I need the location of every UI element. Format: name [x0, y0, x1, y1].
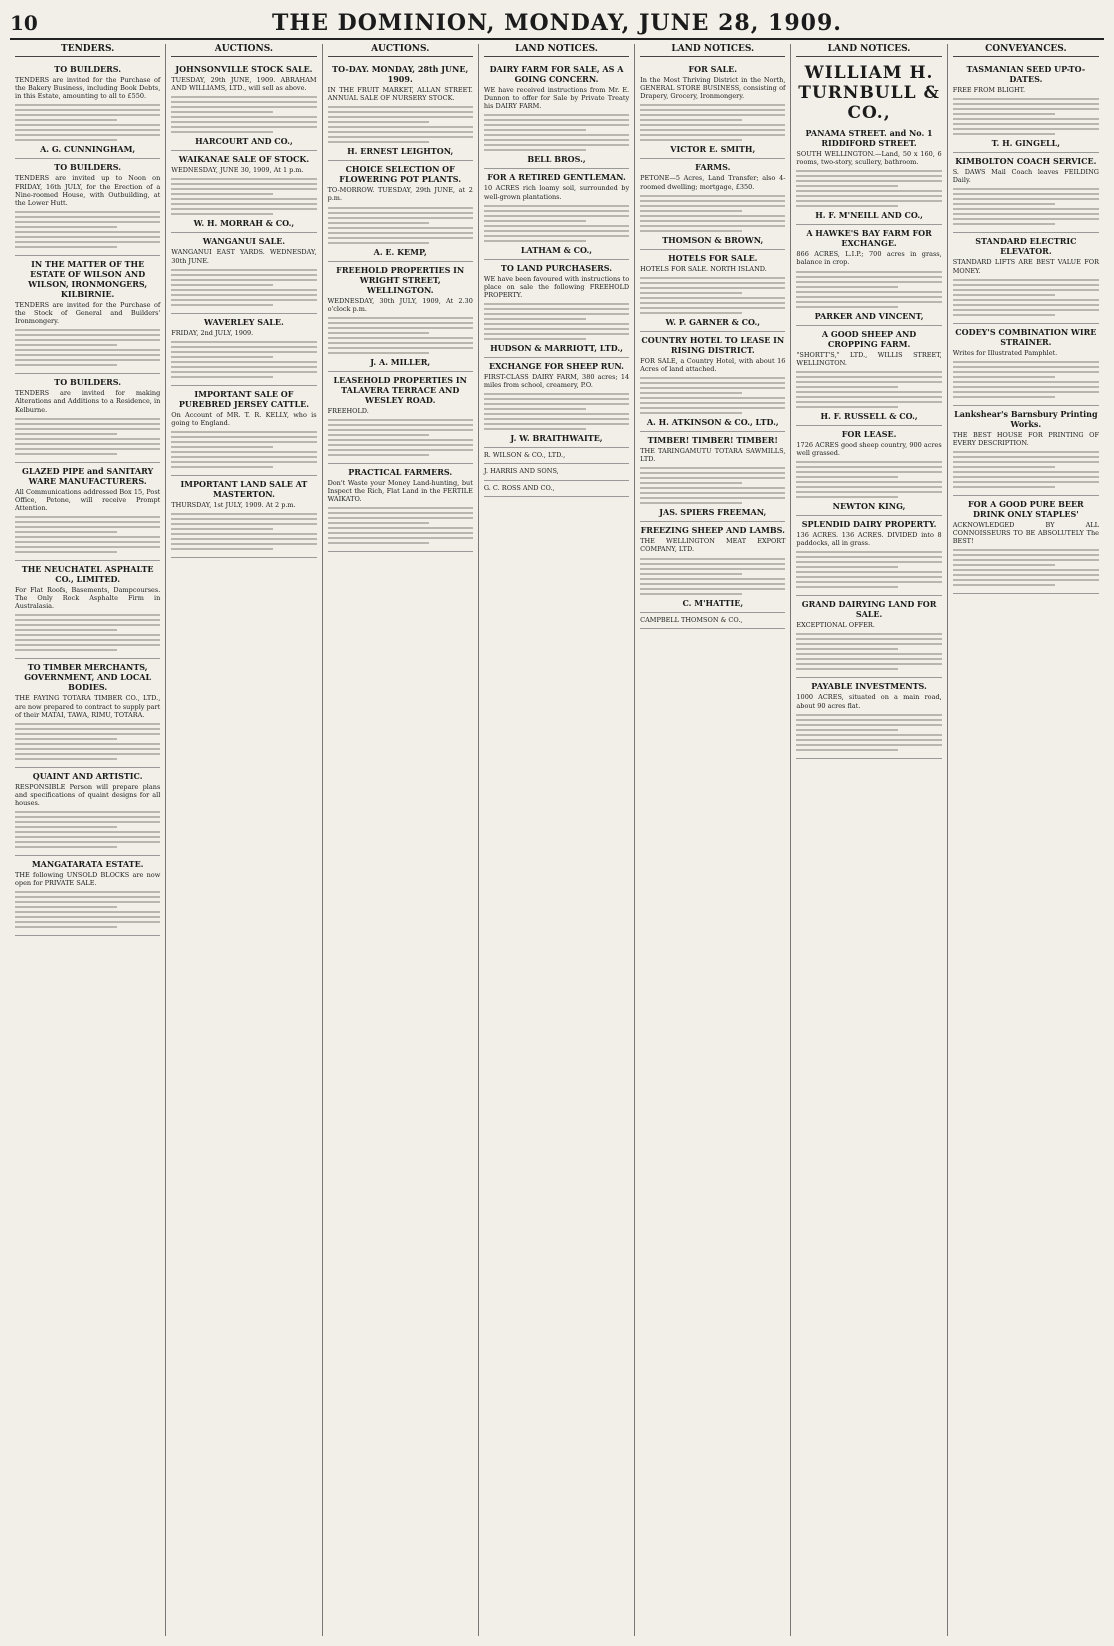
ad-body: FIRST-CLASS DAIRY FARM, 380 acres; 14 miles from school, creamery, P.O. — [483, 373, 630, 390]
text-lines — [15, 418, 160, 455]
text-lines — [640, 104, 785, 141]
ad-body: THE TARINGAMUTU TOTARA SAWMILLS, LTD. — [640, 447, 786, 464]
ad-title: TASMANIAN SEED UP-TO-DATES. — [966, 64, 1086, 84]
ad-signature: NEWTON KING, — [832, 501, 906, 511]
text-lines — [328, 317, 473, 354]
advertisement — [15, 561, 160, 659]
ad-body: FREEHOLD. — [327, 406, 369, 415]
ad-body: PETONE—5 Acres, Land Transfer; also 4-roomed dwelling; mortgage, £350. — [640, 174, 786, 191]
advertisement — [640, 432, 785, 522]
ad-title: Lankshear's Barnsbury Printing Works. — [954, 408, 1098, 429]
ad-signature: R. WILSON & CO., LTD., — [484, 448, 629, 464]
ad-body: On Account of MR. T. R. KELLY, who is going to England. — [171, 410, 317, 427]
advertisement — [15, 256, 160, 374]
ad-title: WAIKANAE SALE OF STOCK. — [178, 154, 310, 165]
text-lines — [484, 205, 629, 242]
ad-signature: LATHAM & CO., — [520, 244, 593, 255]
column — [10, 44, 166, 1636]
advertisement — [171, 476, 316, 558]
ad-signature: G. C. ROSS AND CO., — [484, 481, 629, 497]
text-lines — [796, 633, 941, 670]
advertisement — [15, 374, 160, 462]
ad-signature: J. HARRIS AND SONS, — [484, 464, 629, 480]
text-lines — [328, 207, 473, 244]
ad-body: STANDARD LIFTS ARE BEST VALUE FOR MONEY. — [952, 258, 1099, 275]
ad-title: KIMBOLTON COACH SERVICE. — [955, 156, 1097, 167]
advertisement — [484, 260, 629, 358]
ad-body: 1726 ACRES good sheep country, 900 acres well grassed. — [796, 440, 942, 457]
advertisement — [953, 233, 1099, 323]
advertisement — [15, 159, 160, 256]
ad-body: Don't Waste your Money Land-hunting, but Inspect the Rich, Flat Land in the FERTILE WAIKATO. — [327, 478, 473, 504]
advertisement — [15, 768, 160, 856]
ad-body: THE WELLINGTON MEAT EXPORT COMPANY, LTD. — [640, 537, 786, 554]
ad-signature: J. W. BRAITHWAITE, — [510, 433, 603, 444]
ad-body: TENDERS are invited up to Noon on FRIDAY, 16th JULY, for the Erection of a Nine-roomed House, with Outbuilding, at the Lower Hutt. — [15, 174, 161, 207]
advertisement — [953, 61, 1099, 153]
advertisement — [953, 406, 1099, 496]
ad-signature: A. E. KEMP, — [373, 246, 427, 257]
ad-title: EXCHANGE FOR SHEEP RUN. — [489, 361, 624, 371]
advertisement — [328, 262, 473, 372]
ad-title: DAIRY FARM FOR SALE, AS A GOING CONCERN. — [489, 64, 624, 84]
ad-body: "SHORTT'S," LTD., WILLIS STREET, WELLINGTON. — [796, 350, 942, 367]
text-lines — [796, 170, 941, 207]
ad-title: TO LAND PURCHASERS. — [500, 262, 613, 273]
column — [635, 44, 791, 1636]
text-lines — [171, 431, 316, 468]
ad-body: THE BEST HOUSE FOR PRINTING OF EVERY DESCRIPTION. — [952, 430, 1099, 447]
column-heading: AUCTIONS. — [171, 44, 316, 57]
advertisement — [484, 61, 629, 169]
text-lines — [640, 195, 785, 232]
ad-signature: C. M'HATTIE, — [682, 597, 744, 608]
text-lines — [640, 277, 785, 314]
ad-signature: A. H. ATKINSON & CO., LTD., — [646, 417, 779, 427]
ad-body: 1000 ACRES, situated on a main road, about 90 acres flat. — [796, 693, 942, 710]
advertisement — [796, 596, 941, 678]
ad-signature: H. F. M'NEILL AND CO., — [815, 210, 923, 221]
ad-title: STANDARD ELECTRIC ELEVATOR. — [975, 236, 1077, 257]
ad-body: TUESDAY, 29th JUNE, 1909. ABRAHAM AND WILLIAMS, LTD., will sell as above. — [171, 76, 317, 93]
ad-body: All Communications addressed Box 15, Post Office, Petone, will receive Prompt Attention. — [15, 487, 161, 512]
text-lines — [796, 271, 941, 308]
ad-title: FREEZING SHEEP AND LAMBS. — [640, 525, 785, 536]
ad-title: TO TIMBER MERCHANTS, GOVERNMENT, AND LOCAL BODIES. — [24, 662, 152, 693]
ad-body: In the Most Thriving District in the North, GENERAL STORE BUSINESS, consisting of Drapery, Grocery, Ironmongery. — [640, 76, 786, 101]
ad-title: TO BUILDERS. — [54, 377, 122, 388]
text-lines — [15, 891, 160, 928]
ad-signature: J. A. MILLER, — [370, 356, 431, 367]
advertisement — [171, 233, 316, 313]
text-lines — [953, 98, 1099, 135]
ad-signature: H. F. RUSSELL & CO., — [820, 410, 918, 421]
text-lines — [796, 551, 941, 588]
column-heading: LAND NOTICES. — [640, 44, 785, 57]
text-lines — [953, 279, 1099, 316]
ad-body: FREE FROM BLIGHT. — [952, 86, 1026, 94]
ad-title: A HAWKE'S BAY FARM FOR EXCHANGE. — [806, 228, 932, 249]
text-lines — [328, 507, 473, 544]
text-lines — [171, 269, 316, 306]
ad-title: TO BUILDERS. — [54, 162, 122, 173]
ad-title: IMPORTANT SALE OF PUREBRED JERSEY CATTLE. — [178, 388, 309, 409]
ad-title: QUAINT AND ARTISTIC. — [32, 770, 143, 781]
advertisement — [171, 314, 316, 386]
ad-body: TENDERS are invited for the Purchase of the Stock of General and Builders' Ironmongery. — [15, 300, 161, 326]
advertisement — [953, 324, 1099, 406]
text-lines — [796, 371, 941, 408]
ad-title: SPLENDID DAIRY PROPERTY. — [801, 519, 937, 529]
advertisement — [640, 250, 785, 332]
advertisement — [171, 61, 316, 151]
ad-title: TIMBER! TIMBER! TIMBER! — [647, 435, 778, 445]
ad-title: FOR LEASE. — [841, 428, 897, 439]
text-lines — [640, 558, 785, 595]
text-lines — [15, 516, 160, 553]
advertisement — [171, 151, 316, 233]
ad-body: Writes for Illustrated Pamphlet. — [952, 348, 1058, 357]
ad-title: WAVERLEY SALE. — [204, 316, 284, 327]
column-heading: CONVEYANCES. — [953, 44, 1099, 57]
ad-body: WE have been favoured with instructions to place on sale the following FREEHOLD PROPERTY. — [483, 274, 630, 299]
text-lines — [171, 513, 316, 550]
ad-signature: HARCOURT AND CO., — [195, 136, 293, 147]
advertisement — [328, 161, 473, 261]
advertisement — [953, 153, 1099, 233]
text-lines — [953, 361, 1099, 398]
ad-title: COUNTRY HOTEL TO LEASE IN RISING DISTRICT. — [641, 334, 785, 355]
text-lines — [15, 104, 160, 141]
text-lines — [796, 461, 941, 498]
text-lines — [15, 811, 160, 848]
text-lines — [171, 96, 316, 133]
ad-body: SOUTH WELLINGTON.—Land, 50 x 160, 6 rooms, two-story, scullery, bathroom. — [796, 150, 942, 167]
ad-title: JOHNSONVILLE STOCK SALE. — [175, 64, 313, 74]
advertisement — [171, 386, 316, 476]
advertisement — [796, 516, 941, 596]
column-heading: TENDERS. — [15, 44, 160, 57]
advertisement — [640, 522, 785, 612]
ad-body: WE have received instructions from Mr. E. Dunnon to offer for Sale by Private Treaty his DAIRY FARM. — [483, 86, 630, 111]
ad-title: THE NEUCHATEL ASPHALTE CO., LIMITED. — [21, 564, 154, 584]
ad-body: FRIDAY, 2nd JULY, 1909. — [171, 328, 254, 337]
text-lines — [484, 114, 629, 151]
ad-body: THE following UNSOLD BLOCKS are now open for PRIVATE SALE. — [15, 871, 161, 888]
newspaper-title: THE DOMINION, MONDAY, JUNE 28, 1909. — [272, 10, 842, 36]
column — [166, 44, 322, 1636]
text-lines — [953, 549, 1099, 586]
text-lines — [484, 393, 629, 430]
ad-signature: CAMPBELL THOMSON & CO., — [640, 613, 785, 629]
ad-body: WANGANUI EAST YARDS. WEDNESDAY, 30th JUNE. — [171, 248, 317, 265]
text-lines — [15, 614, 160, 651]
masthead — [10, 8, 1104, 40]
ad-title: FOR A RETIRED GENTLEMAN. — [487, 172, 626, 183]
column — [791, 44, 947, 1636]
text-lines — [328, 419, 473, 456]
ad-title: TO-DAY. MONDAY, 28th JUNE, 1909. — [332, 64, 469, 84]
text-lines — [171, 341, 316, 378]
ad-title: LEASEHOLD PROPERTIES IN TALAVERA TERRACE AND WESLEY ROAD. — [333, 374, 467, 405]
page-number: 10 — [10, 11, 38, 35]
ad-title: PAYABLE INVESTMENTS. — [811, 681, 927, 692]
ad-body: 10 ACRES rich loamy soil, surrounded by well-grown plantations. — [483, 184, 630, 201]
text-lines — [484, 303, 629, 340]
advertisement — [328, 61, 473, 161]
ad-title: GLAZED PIPE and SANITARY WARE MANUFACTURERS. — [22, 465, 154, 486]
text-lines — [15, 329, 160, 366]
ad-body: 136 ACRES. 136 ACRES. DIVIDED into 8 paddocks, all in grass. — [796, 531, 942, 548]
advertisement — [484, 358, 629, 448]
ad-title: FOR A GOOD PURE BEER DRINK ONLY STAPLES' — [968, 499, 1084, 519]
ad-signature: BELL BROS., — [527, 154, 586, 165]
column-heading: LAND NOTICES. — [796, 44, 941, 57]
ad-body: HOTELS FOR SALE. NORTH ISLAND. — [640, 264, 767, 273]
ad-signature: JAS. SPIERS FREEMAN, — [659, 507, 767, 518]
banner-advertiser: WILLIAM H. TURNBULL & CO., — [798, 63, 940, 123]
ad-title: PRACTICAL FARMERS. — [348, 466, 453, 477]
ad-body: TO-MORROW. TUESDAY, 29th JUNE, at 2 p.m. — [327, 186, 473, 203]
advertisement — [15, 856, 160, 936]
ad-title: FOR SALE. — [688, 64, 738, 74]
ad-title: MANGATARATA ESTATE. — [31, 859, 144, 870]
ad-title: CHOICE SELECTION OF FLOWERING POT PLANTS. — [339, 164, 462, 185]
advertisement — [484, 169, 629, 259]
ad-body: ACKNOWLEDGED BY ALL CONNOISSEURS TO BE ABSOLUTELY The BEST! — [952, 521, 1099, 546]
ad-body: WEDNESDAY, 30th JULY, 1909, At 2.30 o'clock p.m. — [327, 296, 473, 313]
ad-title: PANAMA STREET. and No. 1 RIDDIFORD STREET. — [805, 128, 933, 148]
column — [479, 44, 635, 1636]
ad-signature: H. ERNEST LEIGHTON, — [347, 146, 454, 157]
ad-title: WANGANUI SALE. — [202, 236, 286, 247]
ad-body: For Flat Roofs, Basements, Dampcourses. The Only Rock Asphalte Firm in Australasia. — [15, 586, 161, 611]
ad-title: A GOOD SHEEP AND CROPPING FARM. — [821, 328, 917, 349]
advertisement — [328, 464, 473, 552]
ad-body: FOR SALE, a Country Hotel, with about 16 Acres of land attached. — [640, 356, 786, 373]
text-lines — [953, 451, 1099, 488]
ad-body: TENDERS are invited for the Purchase of the Bakery Business, including Book Debts, in this Estate, amounting to all to £550. — [15, 76, 161, 101]
ad-title: FREEHOLD PROPERTIES IN WRIGHT STREET, WELLINGTON. — [336, 264, 465, 295]
ad-signature: W. H. MORRAH & CO., — [193, 218, 295, 229]
advertisement — [796, 426, 941, 516]
ad-body: TENDERS are invited for making Alterations and Additions to a Residence, in Kelburne. — [15, 389, 161, 414]
ad-body: S. DAWS Mail Coach leaves FEILDING Daily. — [952, 168, 1099, 185]
ad-title: HOTELS FOR SALE. — [668, 252, 758, 263]
text-lines — [640, 377, 785, 414]
ad-signature: THOMSON & BROWN, — [662, 234, 764, 245]
column-heading: LAND NOTICES. — [484, 44, 629, 57]
ad-body: IN THE FRUIT MARKET, ALLAN STREET. ANNUAL SALE OF NURSERY STOCK. — [327, 86, 473, 103]
ad-title: TO BUILDERS. — [54, 64, 122, 74]
ad-body: EXCEPTIONAL OFFER. — [796, 621, 875, 630]
advertisement — [796, 225, 941, 325]
advertisement — [796, 678, 941, 758]
ad-title: FARMS. — [695, 162, 731, 173]
text-lines — [15, 723, 160, 760]
text-lines — [171, 178, 316, 215]
ad-title: IMPORTANT LAND SALE AT MASTERTON. — [180, 479, 308, 499]
advertisement — [15, 659, 160, 767]
advertisement — [640, 159, 785, 249]
ad-title: GRAND DAIRYING LAND FOR SALE. — [801, 599, 937, 620]
ad-body: WEDNESDAY, JUNE 30, 1909, At 1 p.m. — [171, 166, 304, 175]
ad-body: RESPONSIBLE Person will prepare plans and specifications of quaint designs for all houses. — [15, 782, 161, 807]
columns — [10, 44, 1104, 1636]
ad-body: THE FAYING TOTARA TIMBER CO., LTD., are now prepared to contract to supply part of their MATAI, TAWA, RIMU, TOTARA. — [15, 694, 161, 719]
advertisement — [640, 332, 785, 432]
text-lines — [640, 467, 785, 504]
ad-signature: VICTOR E. SMITH, — [670, 144, 756, 155]
text-lines — [328, 106, 473, 143]
ad-signature: HUDSON & MARRIOTT, LTD., — [490, 343, 623, 353]
text-lines — [953, 188, 1099, 225]
ad-body: THURSDAY, 1st JULY, 1909. At 2 p.m. — [171, 501, 296, 509]
ad-signature: PARKER AND VINCENT, — [814, 310, 924, 321]
ad-signature: A. G. CUNNINGHAM, — [40, 144, 136, 155]
column — [323, 44, 479, 1636]
ad-signature: W. P. GARNER & CO., — [665, 316, 761, 327]
advertisement — [15, 61, 160, 159]
column-heading: AUCTIONS. — [328, 44, 473, 57]
column — [948, 44, 1104, 1636]
advertisement — [796, 326, 941, 426]
advertisement — [328, 372, 473, 464]
text-lines — [15, 211, 160, 248]
advertisement — [953, 496, 1099, 594]
advertisement — [15, 463, 160, 561]
ad-body: 866 ACRES, L.I.P.; 700 acres in grass, balance in crop. — [796, 250, 942, 267]
ad-title: IN THE MATTER OF THE ESTATE OF WILSON AND WILSON, IRONMONGERS, KILBIRNIE. — [28, 258, 148, 299]
ad-signature: T. H. GINGELL, — [991, 138, 1061, 149]
advertisement — [796, 125, 941, 225]
advertisement — [640, 61, 785, 159]
ad-title: CODEY'S COMBINATION WIRE STRAINER. — [955, 326, 1097, 347]
text-lines — [796, 714, 941, 751]
